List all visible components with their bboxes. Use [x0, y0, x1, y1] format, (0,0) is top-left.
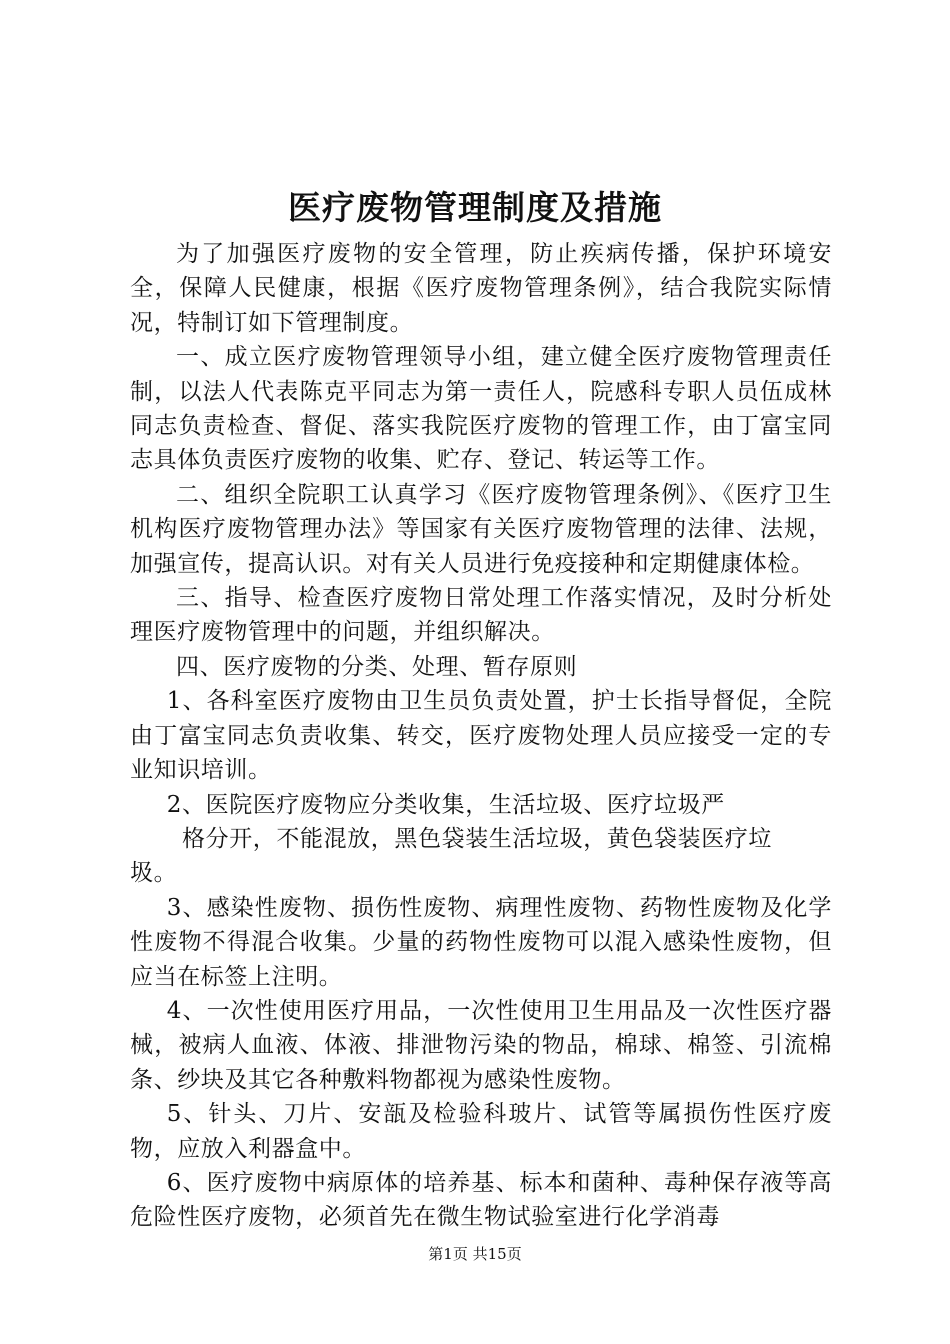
paragraph-section-4-heading: 四、医疗废物的分类、处理、暂存原则 — [176, 653, 578, 680]
document-title: 医疗废物管理制度及措施 — [288, 188, 662, 227]
paragraph-item-3: 3、感染性废物、损伤性废物、病理性废物、药物性废物及化学性废物不得混合收集。少量的药物性废物可以混入感染性废物，但应当在标签上注明。 — [130, 894, 832, 990]
paragraph-item-1: 1、各科室医疗废物由卫生员负责处置，护士长指导督促，全院由丁富宝同志负责收集、转交，医疗废物处理人员应接受一定的专业知识培训。 — [130, 688, 832, 784]
paragraph-section-2: 二、组织全院职工认真学习《医疗废物管理条例》、《医疗卫生机构医疗废物管理办法》等国家有关医疗废物管理的法律、法规，加强宣传，提高认识。对有关人员进行免疫接种和定期健康体检。 — [130, 481, 832, 577]
paragraph-item-2-line-3: 圾。 — [130, 860, 178, 887]
paragraph-item-2-line-1: 2、医院医疗废物应分类收集，生活垃圾、医疗垃圾严 — [166, 791, 725, 818]
paragraph-item-2-line-2: 格分开，不能混放，黑色袋装生活垃圾，黄色袋装医疗垃 — [182, 825, 772, 852]
page-number-footer: 第1页 共15页 — [428, 1245, 522, 1263]
paragraph-section-3: 三、指导、检查医疗废物日常处理工作落实情况，及时分析处理医疗废物管理中的问题，并组织解决。 — [130, 585, 832, 646]
paragraph-item-6: 6、医疗废物中病原体的培养基、标本和菌种、毒种保存液等高危险性医疗废物，必须首先在微生物试验室进行化学消毒 — [130, 1169, 832, 1231]
paragraph-item-4: 4、一次性使用医疗用品，一次性使用卫生用品及一次性医疗器械，被病人血液、体液、排泄物污染的物品，棉球、棉签、引流棉条、纱块及其它各种敷料物都视为感染性废物。 — [130, 997, 832, 1093]
paragraph-item-5: 5、针头、刀片、安瓿及检验科玻片、试管等属损伤性医疗废物，应放入利器盒中。 — [130, 1101, 832, 1162]
paragraph-section-1: 一、成立医疗废物管理领导小组，建立健全医疗废物管理责任制，以法人代表陈克平同志为第一责任人，院感科专职人员伍成林同志负责检查、督促、落实我院医疗废物的管理工作，由丁富宝同志具体负责医疗废物的收集、贮存、登记、转运等工作。 — [130, 344, 832, 474]
document-body — [130, 237, 832, 1235]
paragraph-intro: 为了加强医疗废物的安全管理，防止疾病传播，保护环境安全，保障人民健康，根据《医疗废物管理条例》，结合我院实际情况，特制订如下管理制度。 — [130, 241, 832, 336]
